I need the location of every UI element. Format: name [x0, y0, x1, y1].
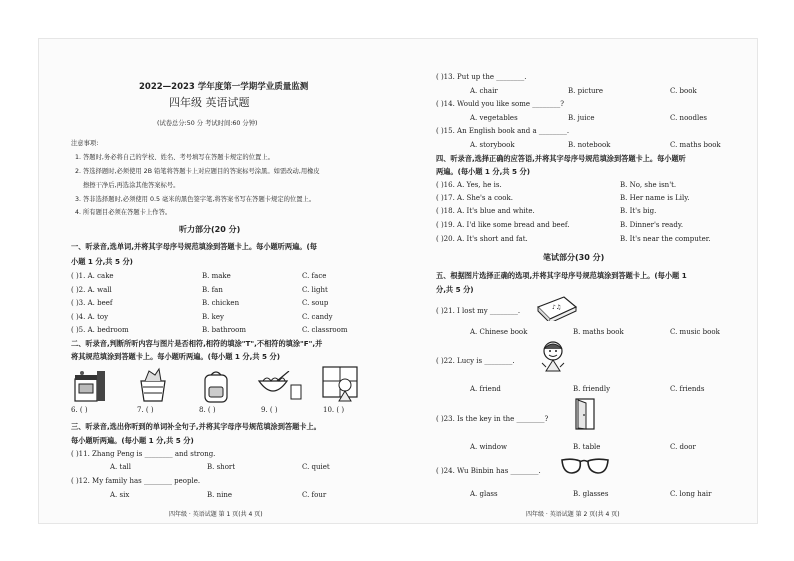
- listening-heading: 听力部分(20 分): [179, 225, 241, 234]
- q13-b: B. picture: [568, 87, 604, 95]
- q19-b: B. Dinner's ready.: [620, 221, 684, 229]
- part4-instructions: 两遍。(每小题 1 分,共 5 分): [436, 167, 530, 176]
- notes-heading: 注意事项:: [71, 140, 99, 147]
- q5-b: B. bathroom: [202, 326, 246, 334]
- q13: ( )13. Put up the ________.: [436, 73, 527, 81]
- q13-c: C. book: [670, 87, 697, 95]
- q15-b: B. notebook: [568, 141, 611, 149]
- part1-instructions: 一、听录音,选单词,并将其字母序号规范填涂到答题卡上。每小题听两遍。(每: [71, 242, 317, 251]
- q9: 9. ( ): [261, 406, 278, 414]
- part5-instructions: 五、根据图片选择正确的选项,并将其字母序号规范填涂到答题卡上。(每小题 1: [436, 271, 687, 280]
- q13-a: A. chair: [470, 87, 498, 95]
- q15-c: C. maths book: [670, 141, 721, 149]
- q5-c: C. classroom: [302, 326, 348, 334]
- part4-instructions: 四、听录音,选择正确的应答语,并将其字母序号规范填涂到答题卡上。每小题听: [436, 154, 686, 163]
- q24-a: A. glass: [470, 490, 498, 498]
- girl-window-picture: [321, 365, 359, 403]
- stove-picture: [73, 369, 107, 403]
- note-line: 1. 答题时,务必将自己的学校、姓名、考号填写在答题卡规定的位置上。: [75, 154, 274, 161]
- q17-b: B. Her name is Lily.: [620, 194, 690, 202]
- q21-a: A. Chinese book: [470, 328, 528, 336]
- q12-b: B. nine: [207, 491, 232, 499]
- q3-c: C. soup: [302, 299, 329, 307]
- q8: 8. ( ): [199, 406, 216, 414]
- svg-text:♪♫: ♪♫: [552, 304, 562, 311]
- part5-instructions: 分,共 5 分): [436, 285, 474, 294]
- exam-sheet: [38, 38, 758, 524]
- q1-b: B. make: [202, 272, 231, 280]
- q1-c: C. face: [302, 272, 327, 280]
- note-line: 4. 所有题目必须在答题卡上作答。: [75, 209, 172, 216]
- q2-b: B. fan: [202, 286, 223, 294]
- part2-instructions: 将其规范填涂到答题卡上。每小题听两遍。(每小题 1 分,共 5 分): [71, 352, 281, 361]
- q2: ( )2. A. wall: [71, 286, 112, 294]
- smiling-girl-picture: [538, 339, 568, 373]
- q23-a: A. window: [470, 443, 507, 451]
- q24-c: C. long hair: [670, 490, 712, 498]
- q21: ( )21. I lost my ________.: [436, 307, 521, 315]
- exam-subtitle: 四年级 英语试题: [169, 96, 250, 109]
- q18: ( )18. A. It's blue and white.: [436, 207, 535, 215]
- q23-b: B. table: [573, 443, 601, 451]
- q20-b: B. It's near the computer.: [620, 235, 711, 243]
- q21-c: C. music book: [670, 328, 720, 336]
- q14: ( )14. Would you like some ________?: [436, 100, 564, 108]
- q14-c: C. noodles: [670, 114, 707, 122]
- part3-instructions: 每小题听两遍。(每小题 1 分,共 5 分): [71, 436, 194, 445]
- page-2: [398, 39, 757, 523]
- q23: ( )23. Is the key in the ________?: [436, 415, 549, 423]
- music-book-picture: [536, 295, 578, 321]
- q22: ( )22. Lucy is ________.: [436, 357, 515, 365]
- q22-b: B. friendly: [573, 385, 611, 393]
- q10: 10. ( ): [323, 406, 345, 414]
- q11-b: B. short: [207, 463, 236, 471]
- q18-b: B. It's big.: [620, 207, 657, 215]
- q17: ( )17. A. She's a cook.: [436, 194, 513, 202]
- shopping-bag-picture: [137, 367, 169, 403]
- q5: ( )5. A. bedroom: [71, 326, 129, 334]
- page-1: [39, 39, 398, 523]
- q2-c: C. light: [302, 286, 328, 294]
- q14-b: B. juice: [568, 114, 595, 122]
- schoolbag-picture: [200, 369, 232, 403]
- door-picture: [574, 397, 596, 431]
- q3-b: B. chicken: [202, 299, 240, 307]
- q3: ( )3. A. beef: [71, 299, 113, 307]
- q12: ( )12. My family has ________ people.: [71, 477, 201, 485]
- q14-a: A. vegetables: [470, 114, 518, 122]
- q7: 7. ( ): [137, 406, 154, 414]
- part1-instructions: 小题 1 分,共 5 分): [71, 257, 133, 266]
- q6: 6. ( ): [71, 406, 88, 414]
- q15: ( )15. An English book and a ________.: [436, 127, 570, 135]
- note-line: 3. 答非选择题时,必须使用 0.5 毫米的黑色签字笔,将答案书写在答题卡规定的位置上。: [75, 196, 316, 203]
- q15-a: A. storybook: [470, 141, 515, 149]
- page-2-footer: 四年级 · 英语试题 第 2 页(共 4 页): [526, 511, 620, 518]
- q22-a: A. friend: [470, 385, 501, 393]
- exam-title: 2022—2023 学年度第一学期学业质量监测: [139, 82, 309, 92]
- q20: ( )20. A. It's short and fat.: [436, 235, 528, 243]
- q19: ( )19. A. I'd like some bread and beef.: [436, 221, 570, 229]
- q22-c: C. friends: [670, 385, 705, 393]
- q4-c: C. candy: [302, 313, 333, 321]
- q11-c: C. quiet: [302, 463, 330, 471]
- q16: ( )16. A. Yes, he is.: [436, 181, 502, 189]
- note-line: 2. 答选择题时,必须使用 2B 铅笔将答题卡上对应题目的答案标号涂黑。如需改动,用橡皮: [75, 168, 320, 175]
- q4-b: B. key: [202, 313, 224, 321]
- q21-b: B. maths book: [573, 328, 624, 336]
- q4: ( )4. A. toy: [71, 313, 109, 321]
- score-time: (试卷总分:50 分 考试时间:60 分钟): [157, 120, 258, 127]
- q11: ( )11. Zhang Peng is ________ and strong.: [71, 450, 216, 458]
- q1: ( )1. A. cake: [71, 272, 114, 280]
- q11-a: A. tall: [110, 463, 131, 471]
- q23-c: C. door: [670, 443, 696, 451]
- part2-instructions: 二、听录音,判断所听内容与图片是否相符,相符的填涂"T",不相符的填涂"F",并: [71, 339, 323, 348]
- written-heading: 笔试部分(30 分): [543, 253, 605, 262]
- part3-instructions: 三、听录音,选出你听到的单词补全句子,并将其字母序号规范填涂到答题卡上。: [71, 422, 321, 431]
- q12-a: A. six: [110, 491, 130, 499]
- q24: ( )24. Wu Binbin has ________.: [436, 467, 541, 475]
- note-line: 擦擦干净后,再选涂其他答案标号。: [83, 182, 180, 189]
- q12-c: C. four: [302, 491, 327, 499]
- q16-b: B. No, she isn't.: [620, 181, 677, 189]
- noodles-picture: [257, 371, 303, 401]
- page-1-footer: 四年级 · 英语试题 第 1 页(共 4 页): [169, 511, 263, 518]
- glasses-picture: [560, 456, 610, 476]
- q24-b: B. glasses: [573, 490, 609, 498]
